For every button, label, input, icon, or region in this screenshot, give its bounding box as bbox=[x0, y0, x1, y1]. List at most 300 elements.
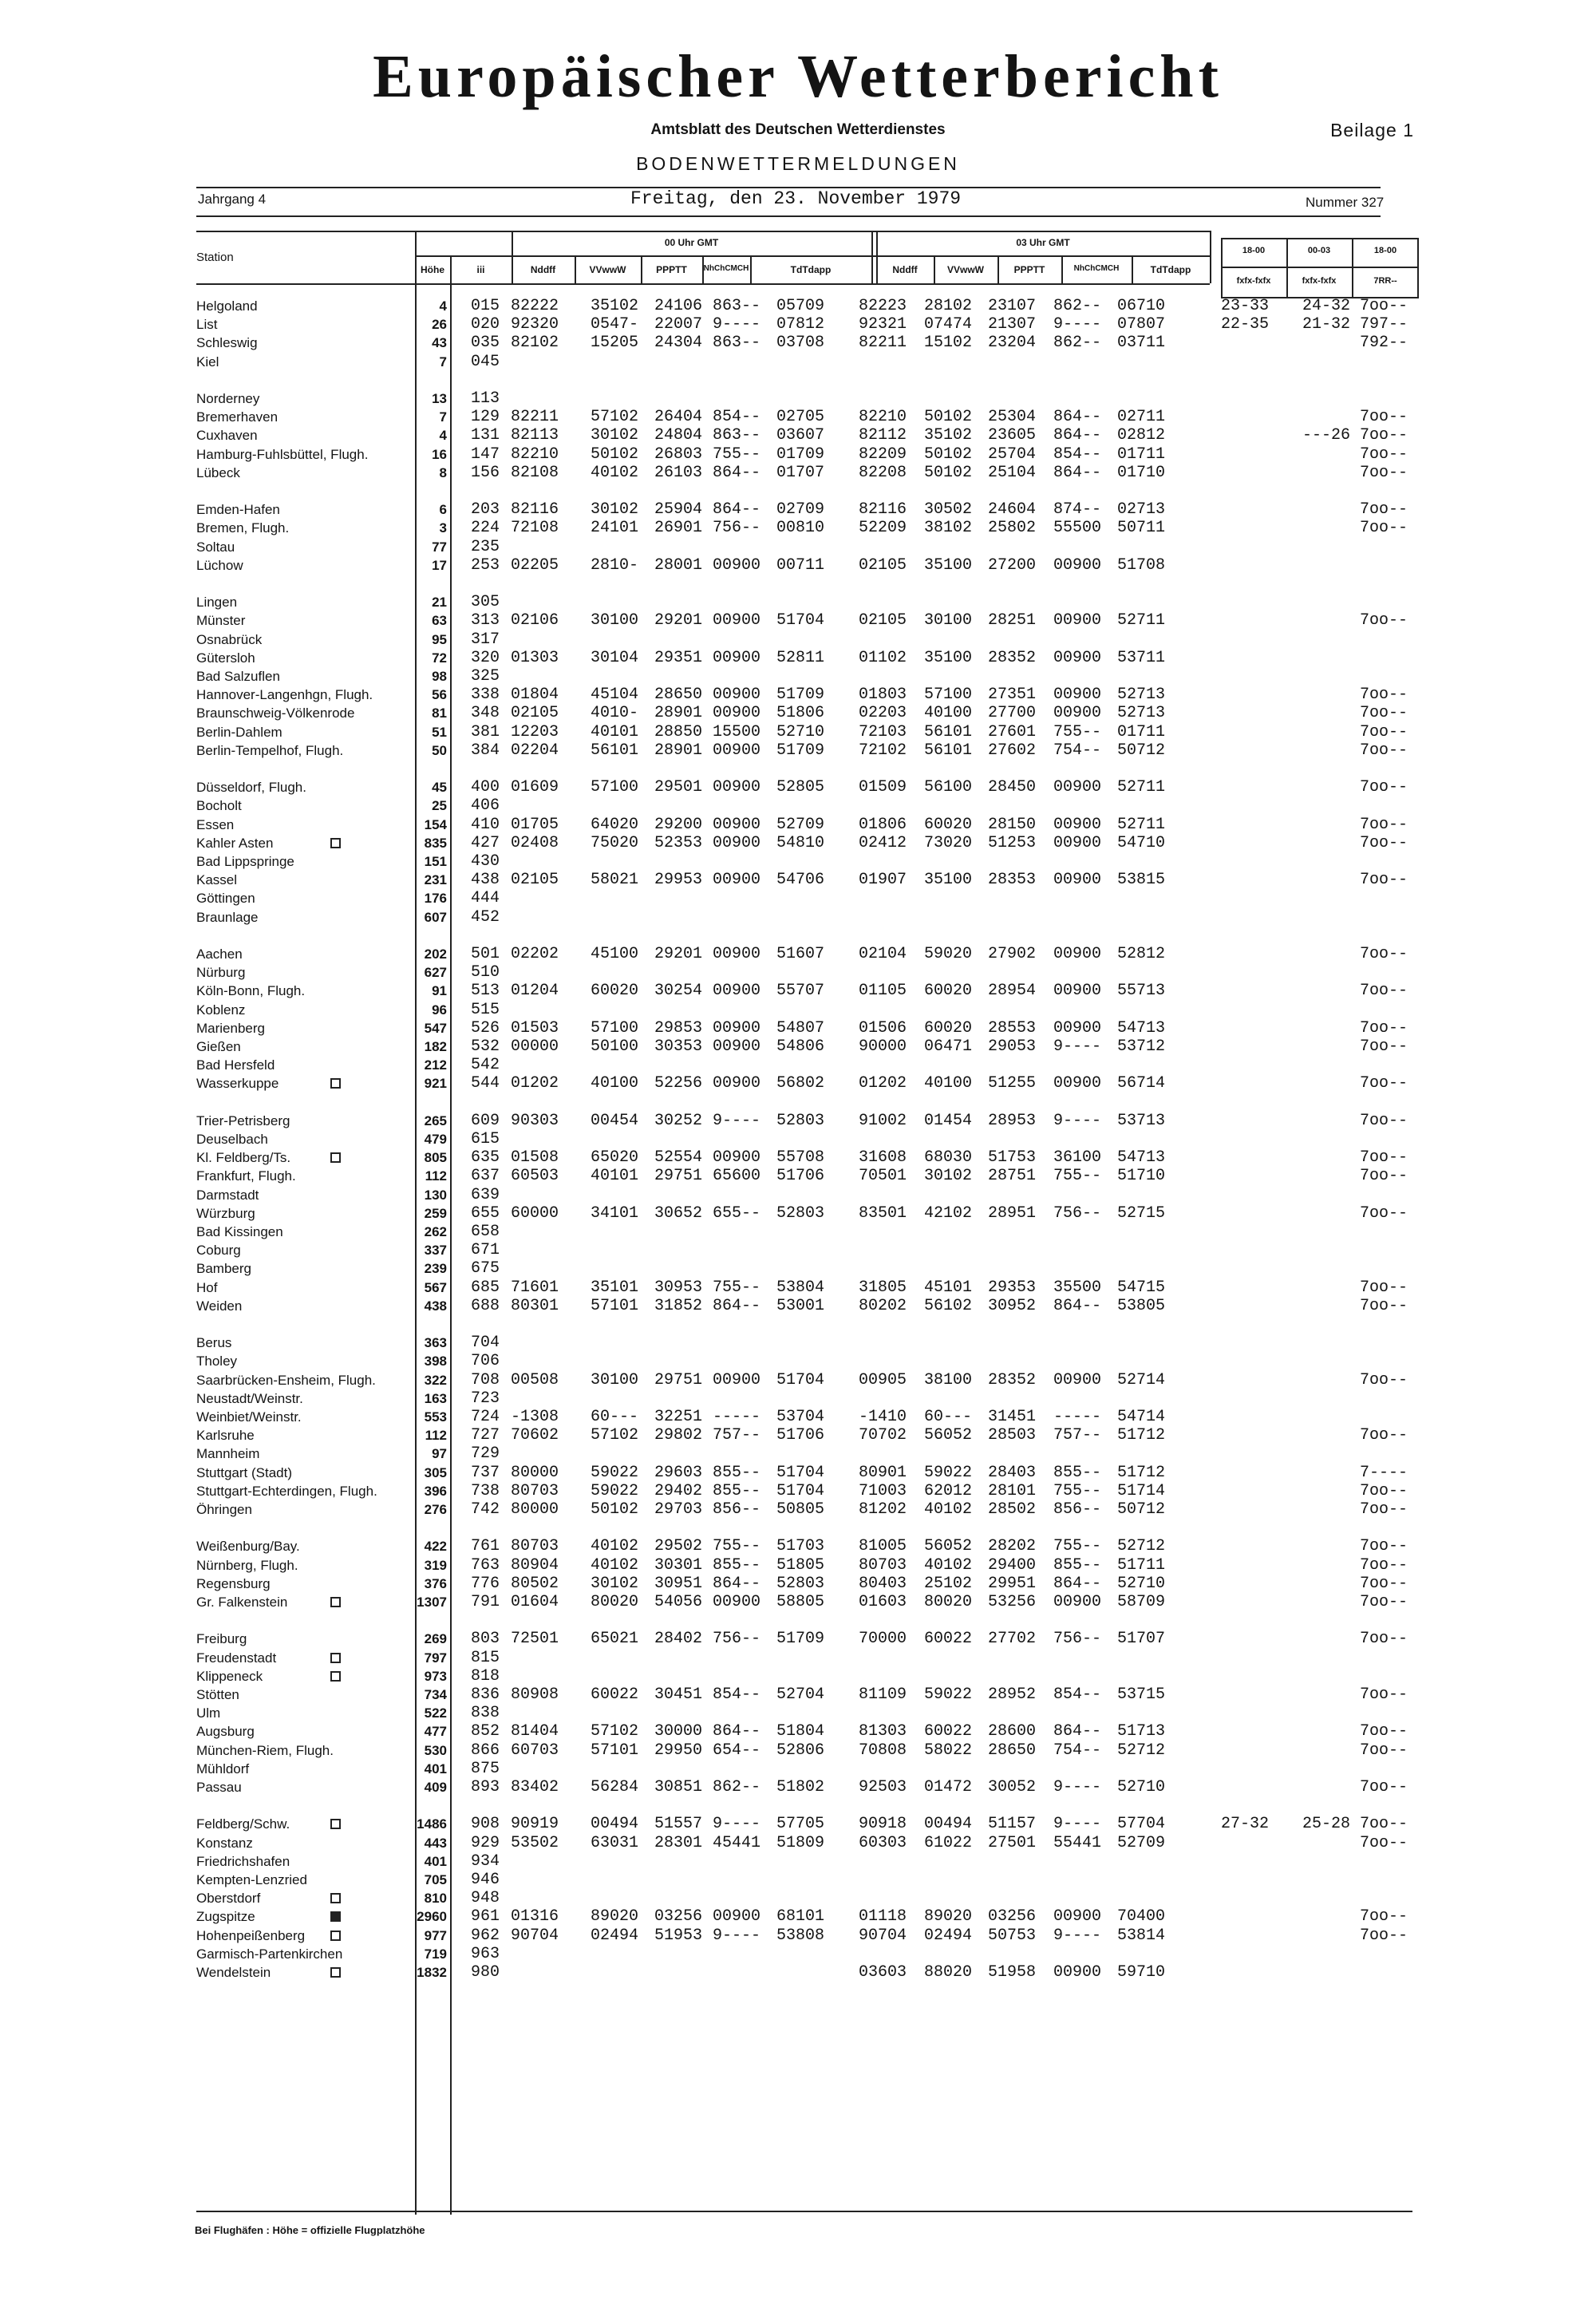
group-03-value: 864-- bbox=[1053, 1575, 1102, 1593]
group-03-value: 56714 bbox=[1117, 1074, 1166, 1093]
station-name: Bad Lippspringe bbox=[196, 854, 294, 869]
group-03-value: 28102 bbox=[924, 297, 973, 315]
group-03-value: 00900 bbox=[1053, 1963, 1102, 1982]
group-03-value: 25704 bbox=[988, 445, 1037, 464]
station-index: 305 bbox=[471, 593, 500, 611]
group-03-value: 28952 bbox=[988, 1686, 1037, 1704]
extra-value: 7oo-- bbox=[1360, 464, 1408, 482]
station-index: 815 bbox=[471, 1649, 500, 1667]
group-03-value: 757-- bbox=[1053, 1426, 1102, 1444]
header-rule-bottom bbox=[196, 215, 1381, 217]
group-00-value: 63031 bbox=[591, 1834, 639, 1852]
group-00-value: 80000 bbox=[511, 1464, 559, 1482]
extra-value: 7oo-- bbox=[1360, 1074, 1408, 1093]
group-03-value: 864-- bbox=[1053, 464, 1102, 482]
group-03-value: 82211 bbox=[859, 334, 907, 352]
group-03-value: 23107 bbox=[988, 297, 1037, 315]
group-00-value: 72501 bbox=[511, 1630, 559, 1648]
group-03-value: 9---- bbox=[1053, 1815, 1102, 1833]
group-00-value: 29603 bbox=[654, 1464, 703, 1482]
group-00-value: 56284 bbox=[591, 1778, 639, 1796]
station-index: 737 bbox=[471, 1464, 500, 1482]
extra-value: 7oo-- bbox=[1360, 1019, 1408, 1037]
station-index: 317 bbox=[471, 630, 500, 649]
group-03-value: 00494 bbox=[924, 1815, 973, 1833]
group-03-value: 88020 bbox=[924, 1963, 973, 1982]
group-00-value: 28901 bbox=[654, 741, 703, 760]
group-03-value: 53713 bbox=[1117, 1112, 1166, 1130]
group-00-value: 864-- bbox=[713, 500, 761, 519]
table-row bbox=[0, 1594, 1596, 1611]
group-03-value: 54713 bbox=[1117, 1148, 1166, 1167]
station-name: Ulm bbox=[196, 1705, 221, 1721]
group-03-value: 28353 bbox=[988, 871, 1037, 889]
table-row bbox=[0, 1853, 1596, 1871]
station-index: 113 bbox=[471, 389, 500, 408]
group-03-value: 30100 bbox=[924, 611, 973, 630]
station-index: 675 bbox=[471, 1259, 500, 1278]
group-00-value: 54807 bbox=[776, 1019, 825, 1037]
table-row bbox=[0, 464, 1596, 482]
station-name: Frankfurt, Flugh. bbox=[196, 1168, 296, 1184]
station-height: 7 bbox=[439, 409, 447, 425]
table-row bbox=[0, 1113, 1596, 1130]
station-height: 265 bbox=[424, 1113, 447, 1128]
table-row bbox=[0, 779, 1596, 796]
group-00-value: 02105 bbox=[511, 704, 559, 722]
group-03-value: 80403 bbox=[859, 1575, 907, 1593]
station-index: 704 bbox=[471, 1334, 500, 1352]
group-00-value: 52803 bbox=[776, 1112, 825, 1130]
station-index: 348 bbox=[471, 704, 500, 722]
issue-number: Nummer 327 bbox=[1306, 195, 1385, 210]
group-03-value: 755-- bbox=[1053, 723, 1102, 741]
group-03-value: 02105 bbox=[859, 611, 907, 630]
group-03-value: 27700 bbox=[988, 704, 1037, 722]
extra-value: 7oo-- bbox=[1360, 500, 1408, 519]
subtitle: Amtsblatt des Deutschen Wetterdienstes bbox=[650, 121, 946, 138]
group-03-value: 56052 bbox=[924, 1537, 973, 1555]
station-name: Gütersloh bbox=[196, 650, 255, 666]
group-00-value: 01503 bbox=[511, 1019, 559, 1037]
extra-value: 7oo-- bbox=[1360, 408, 1408, 426]
group-03-value: 60--- bbox=[924, 1408, 973, 1426]
station-name: Berlin-Tempelhof, Flugh. bbox=[196, 743, 344, 758]
group-00-value: 51806 bbox=[776, 704, 825, 722]
station-index: 410 bbox=[471, 816, 500, 834]
station-index: 384 bbox=[471, 741, 500, 760]
station-index: 020 bbox=[471, 315, 500, 334]
group-00-value: 51805 bbox=[776, 1556, 825, 1575]
group-00-value: 51709 bbox=[776, 1630, 825, 1648]
group-03-value: 52812 bbox=[1117, 945, 1166, 963]
group-00-value: 54706 bbox=[776, 871, 825, 889]
group-00-value: 65020 bbox=[591, 1148, 639, 1167]
group-00-value: 30104 bbox=[591, 649, 639, 667]
group-03-value: 01907 bbox=[859, 871, 907, 889]
station-name: Weißenburg/Bay. bbox=[196, 1539, 300, 1554]
station-height: 810 bbox=[424, 1891, 447, 1906]
table-row bbox=[0, 871, 1596, 889]
table-row bbox=[0, 909, 1596, 927]
station-index: 526 bbox=[471, 1019, 500, 1037]
group-00-value: 68101 bbox=[776, 1907, 825, 1926]
group-00-value: 29201 bbox=[654, 611, 703, 630]
group-03-value: 06710 bbox=[1117, 297, 1166, 315]
station-index: 147 bbox=[471, 445, 500, 464]
station-height: 98 bbox=[432, 669, 447, 684]
group-00-value: 30252 bbox=[654, 1112, 703, 1130]
group-03-value: 35100 bbox=[924, 649, 973, 667]
group-00-value: 52806 bbox=[776, 1741, 825, 1760]
group-03-value: 90918 bbox=[859, 1815, 907, 1833]
group-03-value: 82209 bbox=[859, 445, 907, 464]
group-03-value: 50753 bbox=[988, 1927, 1037, 1945]
group-00-value: 28901 bbox=[654, 704, 703, 722]
table-row bbox=[0, 982, 1596, 1000]
group-00-value: 00900 bbox=[713, 778, 761, 796]
table-row bbox=[0, 1557, 1596, 1575]
station-height: 438 bbox=[424, 1298, 447, 1314]
extra-value: 25-28 bbox=[1302, 1815, 1351, 1833]
group-03-value: 28150 bbox=[988, 816, 1037, 834]
extra-value: 7oo-- bbox=[1360, 1927, 1408, 1945]
station-height: 398 bbox=[424, 1354, 447, 1369]
group-03-value: 53805 bbox=[1117, 1297, 1166, 1315]
group-00-value: 58805 bbox=[776, 1593, 825, 1611]
group-00-value: 53704 bbox=[776, 1408, 825, 1426]
group-00-value: 72108 bbox=[511, 519, 559, 537]
table-row bbox=[0, 427, 1596, 445]
group-00-value: 51557 bbox=[654, 1815, 703, 1833]
group-00-value: 70602 bbox=[511, 1426, 559, 1444]
group-00-value: 51709 bbox=[776, 686, 825, 704]
table-row bbox=[0, 631, 1596, 649]
group-03-value: 02203 bbox=[859, 704, 907, 722]
group-03-value: 51711 bbox=[1117, 1556, 1166, 1575]
group-00-value: 57100 bbox=[591, 1019, 639, 1037]
station-height: 72 bbox=[432, 650, 447, 666]
group-03-value: 30052 bbox=[988, 1778, 1037, 1796]
station-height: 4 bbox=[439, 298, 447, 314]
group-00-value: 07812 bbox=[776, 315, 825, 334]
station-name: Göttingen bbox=[196, 891, 255, 906]
station-index: 400 bbox=[471, 778, 500, 796]
group-03-value: 27602 bbox=[988, 741, 1037, 760]
group-00-value: 52805 bbox=[776, 778, 825, 796]
station-name: Hof bbox=[196, 1280, 218, 1295]
group-03-value: 52713 bbox=[1117, 686, 1166, 704]
group-03-value: 81005 bbox=[859, 1537, 907, 1555]
extra-value: 7oo-- bbox=[1360, 834, 1408, 852]
station-index: 776 bbox=[471, 1575, 500, 1593]
station-index: 131 bbox=[471, 426, 500, 445]
group-00-value: 57100 bbox=[591, 778, 639, 796]
group-00-value: 58021 bbox=[591, 871, 639, 889]
station-height: 376 bbox=[424, 1576, 447, 1591]
header-col: Nddff bbox=[530, 264, 556, 275]
group-03-value: 60020 bbox=[924, 816, 973, 834]
station-name: Schleswig bbox=[196, 335, 258, 350]
group-03-value: 52710 bbox=[1117, 1778, 1166, 1796]
extra-value: 7oo-- bbox=[1360, 1371, 1408, 1389]
group-00-value: 50805 bbox=[776, 1500, 825, 1519]
table-row bbox=[0, 1816, 1596, 1833]
station-name: Mannheim bbox=[196, 1446, 260, 1461]
station-name: Braunschweig-Völkenrode bbox=[196, 705, 355, 721]
station-height: 182 bbox=[424, 1039, 447, 1054]
group-03-value: 02713 bbox=[1117, 500, 1166, 519]
group-00-value: 28650 bbox=[654, 686, 703, 704]
group-03-value: 06471 bbox=[924, 1037, 973, 1056]
station-index: 015 bbox=[471, 297, 500, 315]
open-square-icon bbox=[330, 1152, 341, 1163]
station-name: Bad Salzuflen bbox=[196, 669, 280, 684]
open-square-icon bbox=[330, 1597, 341, 1607]
group-03-value: 862-- bbox=[1053, 297, 1102, 315]
station-name: Klippeneck bbox=[196, 1669, 263, 1684]
group-03-value: 25104 bbox=[988, 464, 1037, 482]
group-03-value: 40100 bbox=[924, 704, 973, 722]
group-03-value: 00905 bbox=[859, 1371, 907, 1389]
table-row bbox=[0, 594, 1596, 611]
group-03-value: 28953 bbox=[988, 1112, 1037, 1130]
extra-header: fxfx-fxfx bbox=[1302, 276, 1337, 286]
group-00-value: 755-- bbox=[713, 1537, 761, 1555]
station-index: 381 bbox=[471, 723, 500, 741]
group-03-value: 855-- bbox=[1053, 1464, 1102, 1482]
station-height: 13 bbox=[432, 391, 447, 406]
group-00-value: 02106 bbox=[511, 611, 559, 630]
station-index: 035 bbox=[471, 334, 500, 352]
group-00-value: 864-- bbox=[713, 464, 761, 482]
table-row bbox=[0, 1908, 1596, 1926]
group-03-value: 01506 bbox=[859, 1019, 907, 1037]
station-index: 253 bbox=[471, 556, 500, 575]
extra-value: 7oo-- bbox=[1360, 611, 1408, 630]
station-height: 363 bbox=[424, 1335, 447, 1350]
station-height: 25 bbox=[432, 798, 447, 813]
station-index: 934 bbox=[471, 1852, 500, 1871]
open-square-icon bbox=[330, 1893, 341, 1903]
station-name: Wendelstein bbox=[196, 1965, 271, 1980]
group-03-value: 862-- bbox=[1053, 334, 1102, 352]
station-index: 325 bbox=[471, 667, 500, 686]
station-height: 202 bbox=[424, 947, 447, 962]
station-name: Trier-Petrisberg bbox=[196, 1113, 290, 1128]
station-name: Zugspitze bbox=[196, 1909, 255, 1924]
group-00-value: 82210 bbox=[511, 445, 559, 464]
station-index: 224 bbox=[471, 519, 500, 537]
group-03-value: 55441 bbox=[1053, 1834, 1102, 1852]
header-col: NhChCMCH bbox=[703, 264, 749, 273]
group-03-value: 755-- bbox=[1053, 1482, 1102, 1500]
group-03-value: 52715 bbox=[1117, 1204, 1166, 1223]
group-03-value: 51712 bbox=[1117, 1464, 1166, 1482]
group-03-value: 35100 bbox=[924, 556, 973, 575]
group-03-value: 42102 bbox=[924, 1204, 973, 1223]
group-03-value: 50712 bbox=[1117, 741, 1166, 760]
table-row bbox=[0, 1223, 1596, 1241]
group-03-value: 52711 bbox=[1117, 816, 1166, 834]
group-00-value: 29351 bbox=[654, 649, 703, 667]
header-col: TdTdapp bbox=[1150, 264, 1191, 275]
station-name: Kiel bbox=[196, 354, 219, 370]
station-height: 719 bbox=[424, 1946, 447, 1962]
group-00-value: 863-- bbox=[713, 426, 761, 445]
table-row bbox=[0, 668, 1596, 686]
group-03-value: 52710 bbox=[1117, 1575, 1166, 1593]
station-index: 639 bbox=[471, 1186, 500, 1204]
group-00-value: 50102 bbox=[591, 1500, 639, 1519]
station-name: Soltau bbox=[196, 539, 235, 555]
group-00-value: 02204 bbox=[511, 741, 559, 760]
station-height: 26 bbox=[432, 317, 447, 332]
extra-value: 7oo-- bbox=[1360, 871, 1408, 889]
table-row bbox=[0, 1501, 1596, 1519]
station-name: Cuxhaven bbox=[196, 428, 258, 443]
group-03-value: 50102 bbox=[924, 464, 973, 482]
group-00-value: 02494 bbox=[591, 1927, 639, 1945]
extra-value: 7oo-- bbox=[1360, 686, 1408, 704]
group-03-value: 25304 bbox=[988, 408, 1037, 426]
station-index: 637 bbox=[471, 1167, 500, 1185]
group-00-value: 50102 bbox=[591, 445, 639, 464]
station-name: Gießen bbox=[196, 1039, 241, 1054]
group-00-value: 00454 bbox=[591, 1112, 639, 1130]
station-index: 203 bbox=[471, 500, 500, 519]
group-00-value: 863-- bbox=[713, 297, 761, 315]
section-title: BODENWETTERMELDUNGEN bbox=[636, 153, 960, 174]
group-00-value: 15205 bbox=[591, 334, 639, 352]
extra-value: 7oo-- bbox=[1360, 723, 1408, 741]
group-03-value: 50712 bbox=[1117, 1500, 1166, 1519]
group-00-value: 30102 bbox=[591, 1575, 639, 1593]
header-index: iii bbox=[476, 264, 485, 275]
table-row bbox=[0, 501, 1596, 519]
station-height: 443 bbox=[424, 1836, 447, 1851]
station-index: 688 bbox=[471, 1297, 500, 1315]
table-row bbox=[0, 409, 1596, 426]
station-height: 96 bbox=[432, 1002, 447, 1018]
group-00-value: 54810 bbox=[776, 834, 825, 852]
group-00-value: 30102 bbox=[591, 426, 639, 445]
station-index: 836 bbox=[471, 1686, 500, 1704]
table-row bbox=[0, 835, 1596, 852]
extra-value: 7oo-- bbox=[1360, 445, 1408, 464]
group-00-value: 56101 bbox=[591, 741, 639, 760]
group-03-value: 52711 bbox=[1117, 611, 1166, 630]
group-00-value: 00900 bbox=[713, 1019, 761, 1037]
table-row bbox=[0, 612, 1596, 630]
station-height: 63 bbox=[432, 613, 447, 628]
group-03-value: 29951 bbox=[988, 1575, 1037, 1593]
group-03-value: 59710 bbox=[1117, 1963, 1166, 1982]
group-03-value: 51707 bbox=[1117, 1630, 1166, 1648]
group-03-value: 02494 bbox=[924, 1927, 973, 1945]
station-name: Neustadt/Weinstr. bbox=[196, 1391, 303, 1406]
group-00-value: 60020 bbox=[591, 982, 639, 1000]
group-03-value: 02711 bbox=[1117, 408, 1166, 426]
extra-value: 7oo-- bbox=[1360, 945, 1408, 963]
station-height: 401 bbox=[424, 1854, 447, 1869]
station-height: 56 bbox=[432, 687, 447, 702]
station-height: 112 bbox=[425, 1168, 447, 1184]
table-row bbox=[0, 1927, 1596, 1945]
group-03-value: 81109 bbox=[859, 1686, 907, 1704]
group-00-value: 52710 bbox=[776, 723, 825, 741]
group-03-value: 57100 bbox=[924, 686, 973, 704]
group-00-value: 29200 bbox=[654, 816, 703, 834]
group-03-value: 82116 bbox=[859, 500, 907, 519]
group-03-value: 9---- bbox=[1053, 1778, 1102, 1796]
group-03-value: 28202 bbox=[988, 1537, 1037, 1555]
group-03-value: 00900 bbox=[1053, 1907, 1102, 1926]
group-03-value: 00900 bbox=[1053, 611, 1102, 630]
group-00-value: 57705 bbox=[776, 1815, 825, 1833]
group-00-value: 82211 bbox=[511, 408, 559, 426]
station-index: 685 bbox=[471, 1278, 500, 1297]
group-00-value: 2810- bbox=[591, 556, 639, 575]
table-row bbox=[0, 797, 1596, 815]
station-index: 635 bbox=[471, 1148, 500, 1167]
open-square-icon bbox=[330, 1967, 341, 1978]
group-00-value: 35101 bbox=[591, 1278, 639, 1297]
station-index: 655 bbox=[471, 1204, 500, 1223]
extra-value: 7oo-- bbox=[1360, 1907, 1408, 1926]
group-00-value: 00900 bbox=[713, 1371, 761, 1389]
group-03-value: 59022 bbox=[924, 1686, 973, 1704]
group-00-value: 60703 bbox=[511, 1741, 559, 1760]
station-height: 1307 bbox=[417, 1595, 447, 1610]
station-name: Stötten bbox=[196, 1687, 239, 1702]
station-index: 838 bbox=[471, 1704, 500, 1722]
group-03-value: 01102 bbox=[859, 649, 907, 667]
group-00-value: 29751 bbox=[654, 1167, 703, 1185]
year-label: Jahrgang 4 bbox=[198, 192, 267, 207]
station-index: 706 bbox=[471, 1352, 500, 1370]
group-00-value: 4010- bbox=[591, 704, 639, 722]
station-height: 530 bbox=[424, 1743, 447, 1758]
station-height: 2960 bbox=[417, 1909, 447, 1924]
group-03-value: 53815 bbox=[1117, 871, 1166, 889]
group-00-value: 756-- bbox=[713, 519, 761, 537]
group-03-value: ----- bbox=[1053, 1408, 1102, 1426]
table-row bbox=[0, 1964, 1596, 1982]
group-03-value: 28403 bbox=[988, 1464, 1037, 1482]
group-00-value: 00900 bbox=[713, 1148, 761, 1167]
group-03-value: 51753 bbox=[988, 1148, 1037, 1167]
station-index: 908 bbox=[471, 1815, 500, 1833]
station-height: 276 bbox=[424, 1502, 447, 1517]
station-name: Regensburg bbox=[196, 1576, 271, 1591]
table-row bbox=[0, 1650, 1596, 1667]
station-name: Bad Hersfeld bbox=[196, 1057, 275, 1073]
group-00-value: 57102 bbox=[591, 1426, 639, 1444]
station-name: Bocholt bbox=[196, 798, 242, 813]
group-00-value: 82116 bbox=[511, 500, 559, 519]
station-index: 045 bbox=[471, 353, 500, 371]
group-00-value: 05709 bbox=[776, 297, 825, 315]
group-03-value: 51253 bbox=[988, 834, 1037, 852]
table-row bbox=[0, 1038, 1596, 1056]
station-name: Emden-Hafen bbox=[196, 502, 280, 517]
table-row bbox=[0, 890, 1596, 907]
group-00-value: 26803 bbox=[654, 445, 703, 464]
group-00-value: 28402 bbox=[654, 1630, 703, 1648]
table-row bbox=[0, 1427, 1596, 1444]
group-00-value: 0547- bbox=[591, 315, 639, 334]
